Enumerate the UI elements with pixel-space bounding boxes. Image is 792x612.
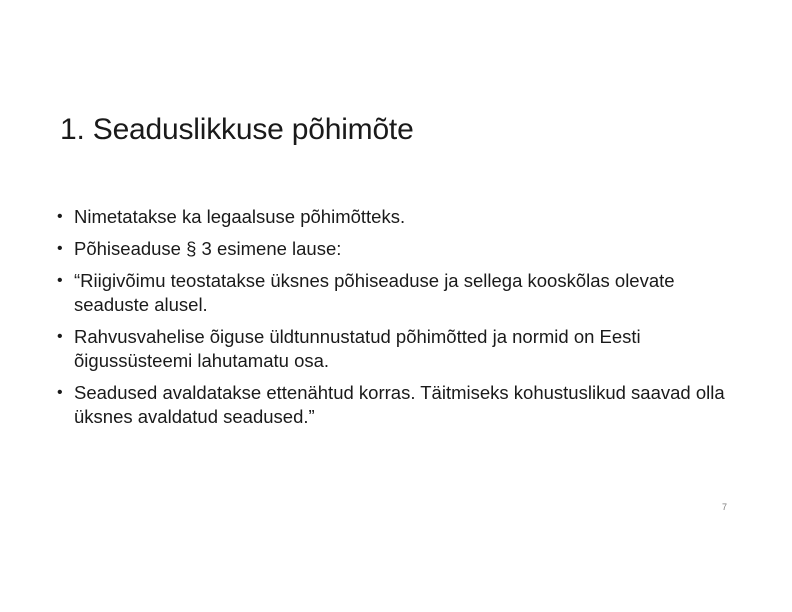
bullet-marker: •: [57, 240, 63, 257]
bullet-item: [56, 237, 746, 261]
bullet-list: [56, 205, 746, 437]
bullet-item: [56, 269, 746, 317]
bullet-item: [56, 205, 746, 229]
bullet-marker: •: [57, 384, 63, 401]
bullet-text: Rahvusvahelise õiguse üldtunnustatud põhimõtted ja normid on Eesti õigussüsteemi lahutamatu osa.: [74, 326, 641, 371]
bullet-text: “Riigivõimu teostatakse üksnes põhiseaduse ja sellega kooskõlas olevate seaduste alusel.: [74, 270, 675, 315]
bullet-text: Seadused avaldatakse ettenähtud korras. Täitmiseks kohustuslikud saavad olla üksnes avaldatud seadused.”: [74, 382, 725, 427]
bullet-marker: •: [57, 328, 63, 345]
bullet-marker: •: [57, 272, 63, 289]
bullet-text: Nimetatakse ka legaalsuse põhimõtteks.: [74, 206, 406, 227]
bullet-item: [56, 381, 746, 429]
slide-title: 1. Seaduslikkuse põhimõte: [60, 113, 414, 146]
bullet-text: Põhiseaduse § 3 esimene lause:: [74, 238, 342, 259]
bullet-item: [56, 325, 746, 373]
bullet-marker: •: [57, 208, 63, 225]
slide-number: 7: [722, 502, 728, 512]
